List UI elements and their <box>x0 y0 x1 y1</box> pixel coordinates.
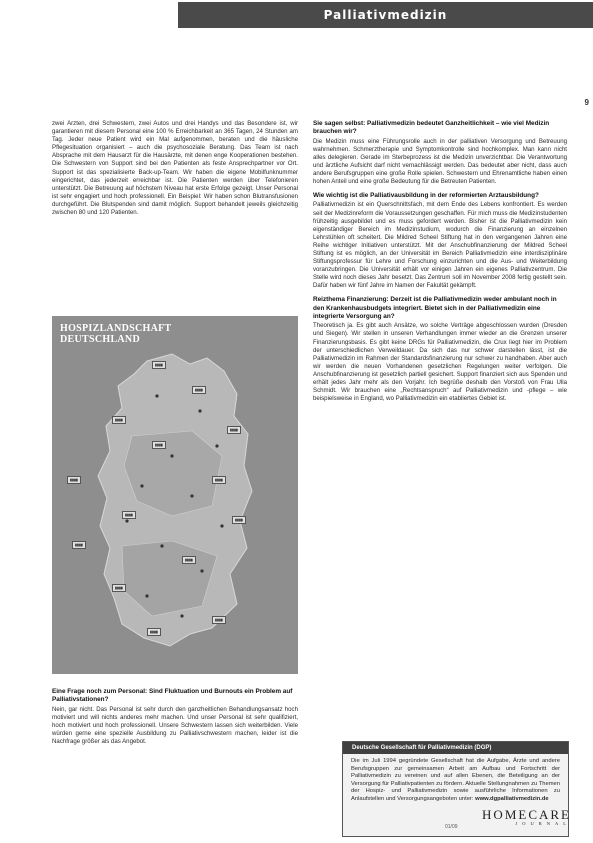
dgp-website-link[interactable]: www.dgpalliativmedizin.de <box>475 795 549 802</box>
page-number: 9 <box>584 98 589 107</box>
logo-main-text: HOMECARE <box>482 807 571 822</box>
map-label-box: ▮▮▮▮ <box>152 361 166 369</box>
map-label-box: ▮▮▮▮ <box>152 441 166 449</box>
logo-sub-text: JOURNAL <box>515 821 571 826</box>
answer-text: Theoretisch ja. Es gibt auch Ansätze, wo solche Verträge abgeschlossen wurden (Dresden und Siegen). Wir stellen in unseren Verhandlungen immer wieder an die Grenzen unserer Finanzierungsbasis. Es gibt keine DRGs für Palliativmedizin, die Crux liegt hier im Problem der unterschiedlichen Verweildauer. Da sich das nur schwer darstellen lässt, ist die Palliativmedizin im Rahmen der Standardsfinanzierung nur schwer zu handhaben. Aber auch wir werden die neuen Vorhandenen gesetzlichen Regelungen weiter verfolgen. Die Anschubfinanzierung ist gesetzlich partiell gesichert. Support finanziert sich aus Spenden und erhält jedes Jahr mehr als den Vorjahr. Ich begrüße deshalb den Vorstoß von Frau Ulla Schmidt. Wir brauchen eine „Rechtsanspruch“ auf Palliativmedizin und -pflege – wie beispielsweise in England, wo Palliativmedizin ein etabliertes Gebiet ist. <box>313 322 567 403</box>
map-label-box: ▮▮▮▮ <box>72 541 86 549</box>
map-label-box: ▮▮▮▮ <box>212 616 226 624</box>
map-label-box: ▮▮▮▮ <box>227 426 241 434</box>
left-intro-text: zwei Ärzten, drei Schwestern, zwei Autos und drei Handys und das Besondere ist, wir garantieren mit diesem Personal eine 100 % Erreichbarkeit an 365 Tagen, 24 Stunden am Tag. Jeder neue Patient wird ein Mal aufgenommen, beraten und die häusliche Pflegesituation organisiert – auch die psychosoziale Beratung. Das Team ist nach Absprache mit dem Hausarzt für die Hausärzte, mit denen enge Kooperationen bestehen. Die Schwestern von Support sind bei den Patienten als feste Ansprechpartner vor Ort. Support ist das spezialisierte Back-up-Team. Wir haben die eigene Mobilfunknummer eingerichtet, das jederzeit erreichbar ist. Die Patienten werden über Telefonieren unterstützt. Die Betreuung auf höchstem Niveau hat erste Erfolge gezeigt. Unser Personal ist sehr engagiert und hoch professionell. Ein Beispiel: Wir haben schon Blutransfusionen durchgeführt. Die Blutspenden sind damit möglich. Support behandelt jeweils gleichzeitig zwischen 80 und 120 Patienten. <box>52 120 298 217</box>
info-box-body <box>343 754 568 808</box>
question-heading: Wie wichtig ist die Palliativausbildung in der reformierten Arztausbildung? <box>313 192 539 200</box>
question-heading: Reizthema Finanzierung: Derzeit ist die Palliativmedizin weder ambulant noch in den Krankenhausbudgets integriert. Bietet sich in der Palliativmedizin eine integrierte Versorgung an? <box>313 296 557 321</box>
question-heading: Eine Frage noch zum Personal: Sind Fluktuation und Burnouts ein Problem auf Palliativstationen? <box>52 688 293 704</box>
left-bottom-column <box>52 688 298 782</box>
map-title-line1: HOSPIZLANDSCHAFT <box>60 323 172 334</box>
answer-text: Palliativmedizin ist ein Querschnittsfach, mit dem Ende des Lebens konfrontiert. Es werden seit der Medizinreform die Voraussetzungen geschaffen. Für mich muss die Medizinstudenten frühzeitig ausgebildet und es muss gefordert werden. Bisher ist die Palliativmedizin kein eigenständiger Bereich im Medizinstudium, wodurch die Finanzierung an einzelnen Lehrstühlen oft scheitert. Die Mildred Scheel Stiftung hat in den vergangenen Jahren eine Reihe wichtiger Initiativen unterstützt. Mit der Anschubfinanzierung der Mildred Scheel Stiftung ist es möglich, an der Universität im Bereich Palliativmedizin eine interdisziplinäre Stiftungsprofessur für Lehre und Forschung einzurichten und die Aus- und Weiterbildung voranzubringen. Die Universität erhält vor einigen Jahren ein eigenes Palliativzentrum. Die Stelle wird noch dieses Jahr besetzt. Das Zentrum soll im November 2008 fertig gestellt sein. Dafür haben wir fünf Jahre im Namen der Fakultät gekämpft. <box>313 201 567 290</box>
germany-map-graphic <box>52 316 298 674</box>
map-label-box: ▮▮▮▮ <box>182 556 196 564</box>
section-header: Palliativmedizin <box>178 2 593 28</box>
question-heading: Sie sagen selbst: Palliativmedizin bedeutet Ganzheitlichkeit – wie viel Medizin brauchen wir? <box>313 120 550 136</box>
answer-text: Nein, gar nicht. Das Personal ist sehr durch den ganzheitlichen Behandlungsansatz hoch motiviert und will nichts anderes mehr machen. Und unser Personal ist sehr qualifiziert, hoch motiviert und hoch professionell. Unsere Schwestern lassen sich weiterbilden. Viele würden gerne eine spezielle Ausbildung zu Palliativschwestern machen, leider ist die Nachfrage größer als das Angebot. <box>52 705 298 745</box>
answer-text: Die Medizin muss eine Führungsrolle auch in der palliativen Versorgung und Betreuung wahrnehmen. Schmerztherapie und Symptomkontrolle sind hochkomplex. Man kann nicht alles delegieren. Gerade im Sterbeprozess ist die Medizin unverzichtbar. Die Verantwortung und ärztliche Aufsicht darf nicht vernachlässigt werden. Das bedeutet aber nicht, dass auch andere Berufsgruppen eine große Rolle spielen. Schwestern und Ehrenamtliche haben einen hohen Anteil und eine große Bedeutung für die Betreuten Patienten. <box>313 137 567 186</box>
map-label-box: ▮▮▮▮ <box>212 476 226 484</box>
right-column <box>313 120 567 736</box>
map-label-box: ▮▮▮▮ <box>192 386 206 394</box>
info-box-heading: Deutsche Gesellschaft für Palliativmedizin (DGP) <box>343 742 568 754</box>
left-column <box>52 120 298 302</box>
info-box-text: Die im Juli 1994 gegründete Gesellschaft hat die Aufgabe, Ärzte und andere Berufsgruppen zur gemeinsamen Arbeit am Aufbau und Fortschritt der Palliativmedizin zu vereinen und auf allen Ebenen, die Beteiligung an der Versorgung für Palliativpatienten zu fördern. Aktuelle Stellungnahmen zu Themen der Hospiz- und Palliativmedizin sowie ausführliche Informationen zu Anlaufstellen und Versorgungsangeboten unter: <box>351 758 560 802</box>
map-label-box: ▮▮▮▮ <box>67 476 81 484</box>
map-label-box: ▮▮▮▮ <box>112 416 126 424</box>
homecare-journal-logo <box>482 808 571 827</box>
map-label-box: ▮▮▮▮ <box>112 584 126 592</box>
hospiz-map-figure <box>52 316 298 674</box>
map-title-line2: DEUTSCHLAND <box>60 334 140 345</box>
map-label-box: ▮▮▮▮ <box>122 511 136 519</box>
map-label-box: ▮▮▮▮ <box>232 516 246 524</box>
map-label-box: ▮▮▮▮ <box>147 628 161 636</box>
issue-number: 01/09 <box>445 824 458 830</box>
